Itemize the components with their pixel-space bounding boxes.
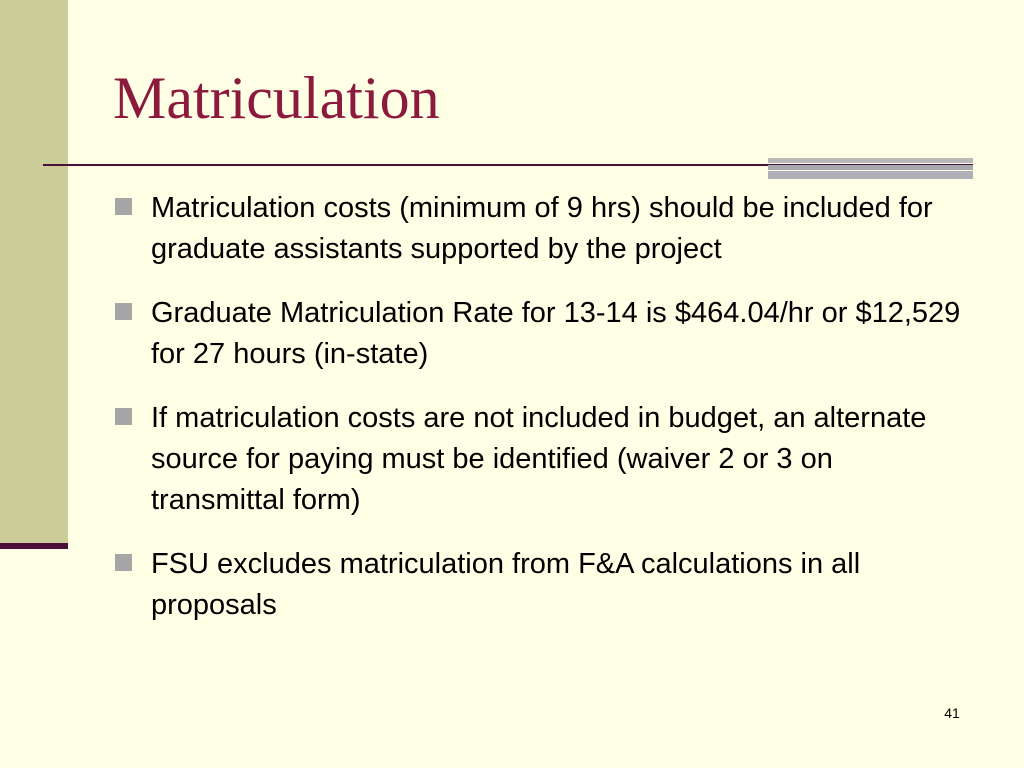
bullet-list: [113, 188, 973, 649]
bullet-text: If matriculation costs are not included in budget, an alternate source for paying must be identified (waiver 2 or 3 on transmittal form): [151, 402, 927, 516]
bullet-item: [113, 544, 973, 626]
bullet-text: Matriculation costs (minimum of 9 hrs) should be included for graduate assistants supported by the project: [151, 192, 933, 265]
divider-stripe: [768, 165, 973, 170]
square-bullet-icon: [115, 303, 132, 320]
page-number: 41: [944, 705, 960, 721]
bullet-item: [113, 188, 973, 270]
square-bullet-icon: [115, 408, 132, 425]
bullet-item: [113, 293, 973, 375]
left-sidebar-accent-line: [0, 543, 68, 549]
bullet-item: [113, 398, 973, 521]
slide-title: Matriculation: [113, 65, 440, 131]
bullet-text: FSU excludes matriculation from F&A calculations in all proposals: [151, 548, 861, 621]
square-bullet-icon: [115, 554, 132, 571]
divider-stripe: [768, 171, 973, 179]
square-bullet-icon: [115, 198, 132, 215]
bullet-text: Graduate Matriculation Rate for 13-14 is $464.04/hr or $12,529 for 27 hours (in-state): [151, 297, 961, 370]
divider-accent-stripes: [768, 158, 973, 179]
divider-stripe: [768, 158, 973, 163]
left-sidebar-band: [0, 0, 68, 546]
